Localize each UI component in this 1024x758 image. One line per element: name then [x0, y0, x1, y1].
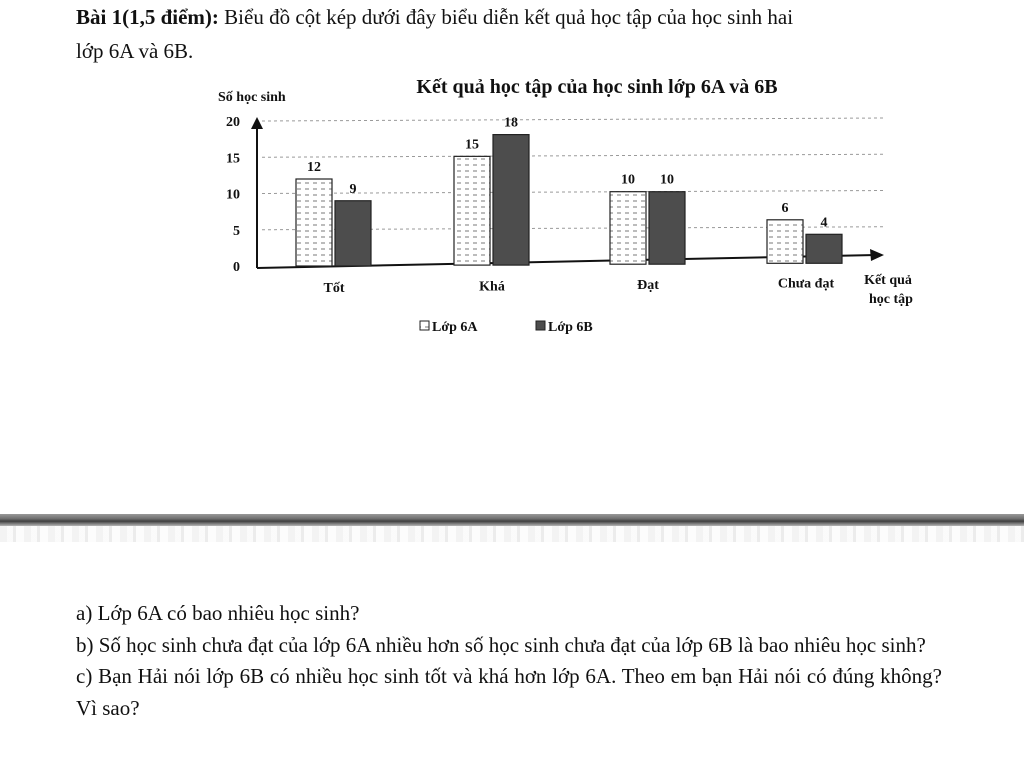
data-label-6a: 6 [781, 200, 789, 216]
y-tick-label: 5 [233, 223, 240, 239]
category-labels [324, 277, 835, 297]
bar-6a [767, 220, 803, 263]
double-bar-chart [0, 0, 1024, 360]
data-label-6b: 4 [820, 215, 828, 231]
x-axis-label-line1: Kết quả [864, 273, 912, 288]
bar-6b [649, 192, 685, 265]
y-axis-arrow-icon [251, 117, 263, 129]
gridline [262, 118, 884, 121]
category-label: Đạt [637, 278, 659, 293]
y-tick-label: 0 [233, 260, 240, 275]
problem-text-line1: Biểu đồ cột kép dưới đây biểu diễn kết quả học tập của học sinh hai [224, 5, 794, 29]
data-label-6b: 10 [660, 172, 674, 188]
y-tick-label: 10 [226, 187, 240, 203]
y-tick-label: 20 [226, 115, 240, 130]
data-label-6b: 9 [349, 181, 357, 197]
bar-6b [335, 201, 371, 266]
question-b: b) Số học sinh chưa đạt của lớp 6A nhiều hơn số học sinh chưa đạt của lớp 6B là bao nhiêu học sinh? [76, 632, 926, 657]
bars [296, 135, 842, 266]
data-labels [307, 116, 828, 231]
bar-6a [296, 179, 332, 266]
category-label: Khá [479, 279, 505, 295]
legend-label-6b: Lớp 6B [548, 320, 593, 335]
legend-swatch-6b [536, 321, 545, 330]
category-label: Tốt [323, 281, 345, 296]
data-label-6b: 18 [504, 115, 518, 131]
page-divider-shadow [0, 526, 1024, 542]
legend-swatch-6a [420, 321, 429, 330]
data-label-6a: 12 [307, 160, 321, 175]
y-tick-labels [226, 115, 240, 275]
questions [76, 598, 942, 724]
question-a: a) Lớp 6A có bao nhiêu học sinh? [76, 601, 360, 625]
problem-text-line2: lớp 6A và 6B. [76, 39, 194, 63]
legend-label-6a: Lớp 6A [432, 320, 478, 335]
category-label: Chưa đạt [777, 276, 835, 292]
problem-title: Bài 1(1,5 điểm): [76, 5, 219, 29]
bar-6b [806, 234, 842, 263]
gridline [262, 154, 884, 157]
question-c: c) Bạn Hải nói lớp 6B có nhiều học sinh tốt và khá hơn lớp 6A. Theo em bạn Hải nói có đúng không? Vì sao? [76, 664, 942, 720]
x-axis-arrow-icon [870, 249, 884, 261]
bar-6a [454, 156, 490, 265]
data-label-6a: 10 [621, 172, 635, 188]
x-axis-label-line2: học tập [869, 292, 913, 307]
y-axis-label: Số học sinh [218, 90, 286, 105]
legend [420, 320, 593, 335]
data-label-6a: 15 [465, 137, 479, 153]
bar-6b [493, 135, 529, 266]
bar-6a [610, 192, 646, 265]
page-divider [0, 514, 1024, 526]
chart-title: Kết quả học tập của học sinh lớp 6A và 6B [416, 76, 778, 98]
y-tick-label: 15 [226, 151, 240, 167]
